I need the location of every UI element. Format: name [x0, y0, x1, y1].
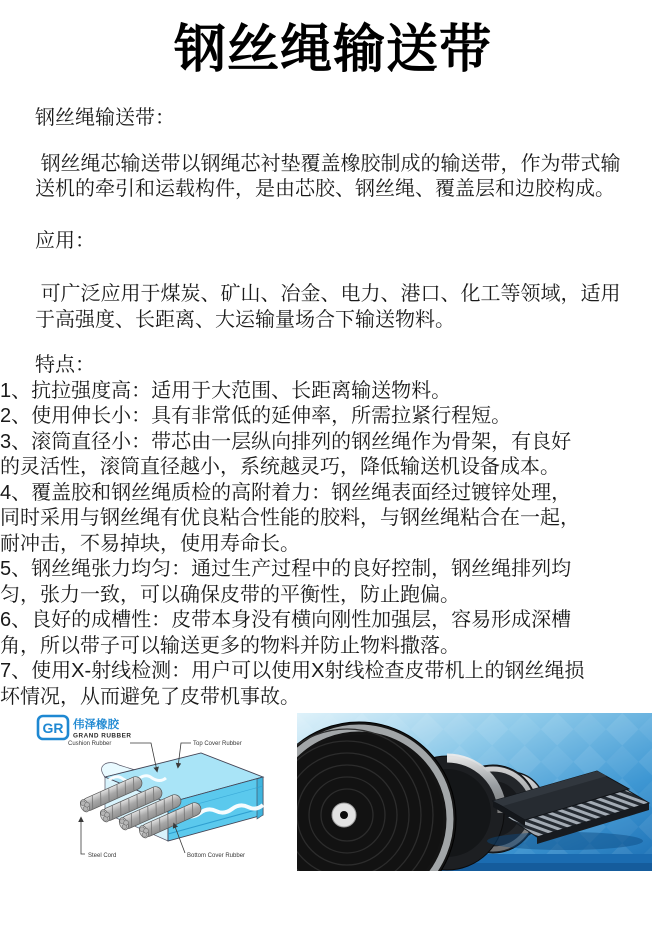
logo-name-cn: 伟泽橡胶 — [73, 719, 119, 731]
feature-item-4: 4、覆盖胶和钢丝绳质检的高附着力：钢丝绳表面经过镀锌处理，同时采用与钢丝绳有优良粘合性能的胶料，与钢丝绳粘合在一起，耐冲击，不易掉块，使用寿命长。 — [0, 481, 580, 555]
figure-row — [35, 713, 666, 876]
grand-rubber-logo — [38, 716, 132, 740]
feature-item-6: 6、良好的成槽性：皮带本身没有横向刚性加强层，容易形成深槽角，所以带子可以输送更多的物料并防止物料撒落。 — [0, 609, 572, 657]
features-heading: 特点： — [35, 354, 95, 376]
label-cushion-rubber: Cushion Rubber — [68, 741, 112, 747]
feature-item-1: 1、抗拉强度高：适用于大范围、长距离输送物料。 — [0, 379, 452, 402]
label-bottom-cover-rubber: Bottom Cover Rubber — [187, 853, 246, 859]
intro-heading: 钢丝绳输送带： — [35, 107, 175, 129]
feature-item-3: 3、滚筒直径小：带芯由一层纵向排列的钢丝绳作为骨架，有良好的灵活性，滚筒直径越小，系统越灵巧，降低输送机设备成本。 — [0, 430, 572, 478]
application-paragraph: 可广泛应用于煤炭、矿山、冶金、电力、港口、化工等领域，适用于高强度、长距离、大运输量场合下输送物料。 — [35, 283, 621, 331]
belt-structure-diagram-svg — [35, 713, 290, 871]
logo-name-en: GRAND RUBBER — [73, 732, 132, 740]
feature-item-2: 2、使用伸长小：具有非常低的延伸率，所需拉紧行程短。 — [0, 405, 512, 427]
logo-monogram-icon: GR — [42, 720, 64, 736]
page-title: 钢丝绳输送带 — [173, 21, 492, 79]
belt-structure-diagram — [35, 713, 290, 876]
feature-item-7: 7、使用X-射线检测：用户可以使用X射线检查皮带机上的钢丝绳损坏情况，从而避免了皮带机事故。 — [0, 660, 585, 708]
roll-hub-hole — [340, 811, 348, 819]
label-steel-cord: Steel Cord — [88, 853, 117, 859]
belt-product-photo — [297, 713, 652, 876]
feature-item-5: 5、钢丝绳张力均匀：通过生产过程中的良好控制，钢丝绳排列均匀，张力一致，可以确保皮带的平衡性，防止跑偏。 — [0, 558, 572, 606]
belt-product-photo-svg — [297, 713, 652, 871]
application-heading: 应用： — [35, 229, 95, 252]
label-top-cover-rubber: Top Cover Rubber — [193, 741, 242, 747]
intro-paragraph: 钢丝绳芯输送带以钢绳芯衬垫覆盖橡胶制成的输送带，作为带式输送机的牵引和运载构件，是由芯胶、钢丝绳、覆盖层和边胶构成。 — [35, 152, 621, 200]
